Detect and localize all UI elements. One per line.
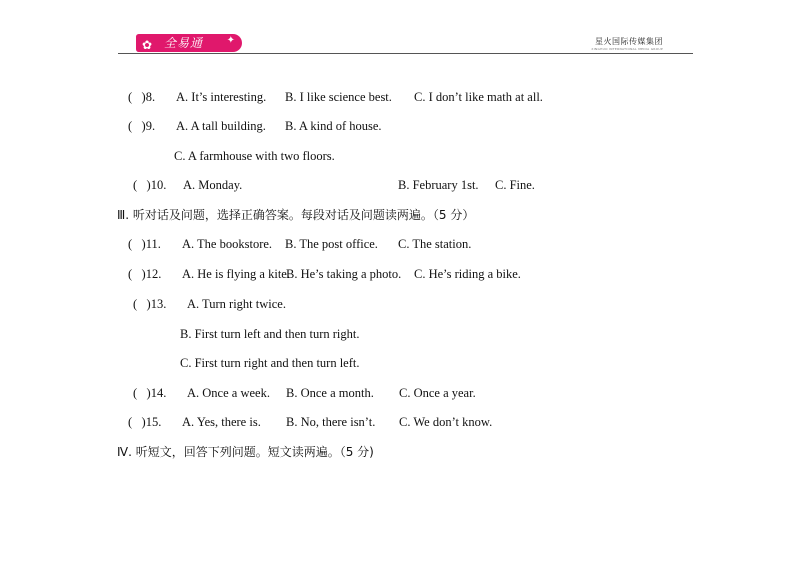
question-number: ( )10. (133, 178, 167, 192)
option-a: A. Turn right twice. (187, 297, 286, 311)
question-number: ( )15. (128, 415, 162, 429)
option-b: B. No, there isn’t. (286, 415, 376, 429)
option-a: A. Once a week. (187, 386, 270, 400)
option-c: C. He’s riding a bike. (414, 267, 521, 281)
star-icon: ✦ (226, 35, 236, 46)
section-4-heading: Ⅳ. 听短文，回答下列问题。短文读两遍。（5 分) (117, 445, 374, 459)
option-a: A. Monday. (183, 178, 243, 192)
option-b: B. The post office. (285, 237, 378, 251)
option-b: B. February 1st. (398, 178, 479, 192)
question-number: ( )8. (128, 90, 156, 104)
option-b: B. He’s taking a photo. (286, 267, 402, 281)
question-number: ( )14. (133, 386, 167, 400)
option-c: C. Fine. (495, 178, 535, 192)
option-b: B. Once a month. (286, 386, 374, 400)
option-a: A. He is flying a kite. (182, 267, 290, 281)
option-b: B. I like science best. (285, 90, 392, 104)
publisher-subtitle: XINGHUO INTERNATIONAL MEDIA GROUP (591, 47, 663, 51)
logo-text: 全易通 (164, 36, 204, 50)
page-header (118, 33, 693, 55)
option-c: C. First turn right and then turn left. (180, 356, 360, 370)
option-b: B. First turn left and then turn right. (180, 327, 360, 341)
option-c: C. I don’t like math at all. (414, 90, 543, 104)
question-number: ( )12. (128, 267, 162, 281)
header-rule (118, 53, 693, 54)
publisher-name: 星火国际传媒集团 (595, 37, 663, 46)
section-3-heading: Ⅲ. 听对话及问题，选择正确答案。每段对话及问题读两遍。（5 分） (117, 208, 475, 222)
option-c: C. We don’t know. (399, 415, 493, 429)
option-b: B. A kind of house. (285, 119, 382, 133)
option-c: C. The station. (398, 237, 472, 251)
question-number: ( )9. (128, 119, 156, 133)
option-a: A. The bookstore. (182, 237, 273, 251)
question-number: ( )13. (133, 297, 167, 311)
option-c: C. A farmhouse with two floors. (174, 149, 335, 163)
brand-logo (136, 34, 242, 52)
option-a: A. A tall building. (176, 119, 266, 133)
option-a: A. It’s interesting. (176, 90, 267, 104)
option-a: A. Yes, there is. (182, 415, 261, 429)
option-c: C. Once a year. (399, 386, 476, 400)
swirl-icon: ✿ (142, 38, 154, 52)
question-number: ( )11. (128, 237, 161, 251)
